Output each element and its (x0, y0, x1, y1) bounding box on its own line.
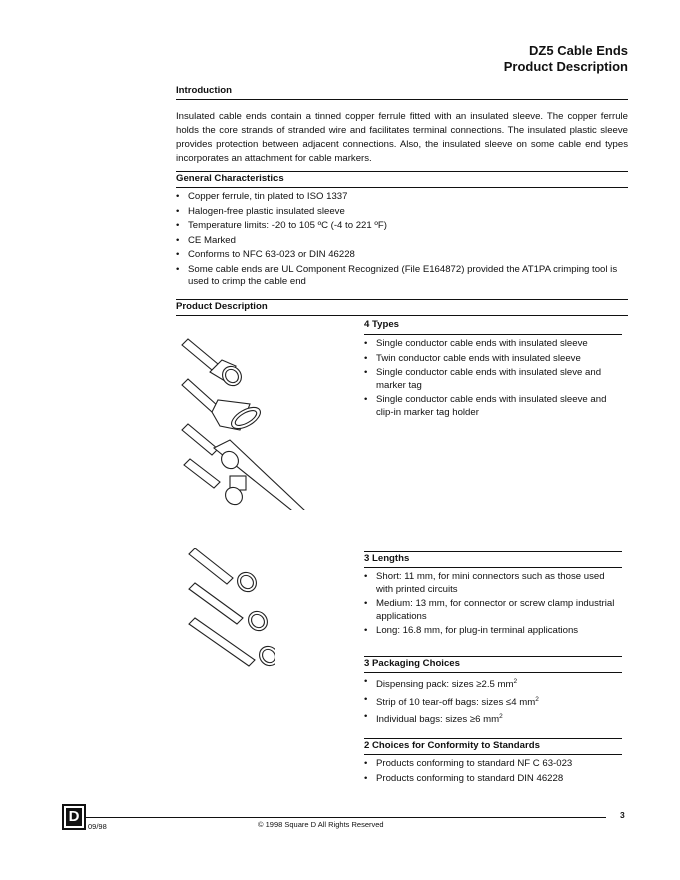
types-heading: 4 Types (364, 319, 400, 330)
list-item: • Copper ferrule, tin plated to ISO 1337 (176, 191, 628, 204)
list-item: • Temperature limits: -20 to 105 ºC (-4 to 221 ºF) (176, 220, 628, 233)
introduction-text: Insulated cable ends contain a tinned copper ferrule fitted with an insulated sleeve. The copper ferrule holds the core strands of stranded wire and facilitates terminal connections. The insulated plastic sleeve provides protection between adjacent connections. Also, the insulated sleeve on some cable end types incorporates an attachment for cable markers. (176, 111, 628, 164)
document-subtitle: Product Description (503, 59, 628, 74)
list-item: • Products conforming to standard DIN 46228 (364, 773, 622, 786)
product-heading: Product Description (176, 301, 268, 312)
divider (176, 187, 628, 188)
lengths-list (364, 571, 622, 640)
conformity-list (364, 758, 622, 787)
list-item: • Single conductor cable ends with insulated sleeve and clip-in marker tag holder (364, 394, 622, 419)
footer-copyright: © 1998 Square D All Rights Reserved (258, 820, 384, 829)
list-item: • Single conductor cable ends with insulated sleeve (364, 338, 622, 351)
footer-date: 09/98 (88, 822, 107, 831)
divider (176, 99, 628, 100)
conformity-heading: 2 Choices for Conformity to Standards (364, 740, 540, 751)
list-item: • Dispensing pack: sizes ≥2.5 $mm^2$ (364, 676, 622, 692)
footer-rule (86, 817, 606, 818)
types-list (364, 338, 622, 421)
superscript: 2 (535, 695, 539, 703)
divider (364, 738, 622, 739)
page-number: 3 (620, 810, 625, 820)
square-d-logo: D (62, 804, 86, 830)
packaging-heading: 3 Packaging Choices (364, 658, 460, 669)
general-list (176, 191, 628, 291)
list-item: • Products conforming to standard NF C 63-023 (364, 758, 622, 771)
list-item: • Short: 11 mm, for mini connectors such as those used with printed circuits (364, 571, 622, 596)
divider (364, 672, 622, 673)
divider (364, 334, 622, 335)
list-item: • Twin conductor cable ends with insulated sleeve (364, 353, 622, 366)
cable-end-lengths-illustration (185, 548, 275, 678)
superscript: 2 (513, 678, 518, 685)
packaging-list (364, 676, 622, 729)
document-title: DZ5 Cable Ends (529, 43, 628, 58)
list-item: • Strip of 10 tear-off bags: sizes ≤4 $mm^2$ (364, 694, 622, 710)
cable-end-types-illustration (170, 330, 310, 510)
divider (364, 656, 622, 657)
list-item: • Individual bags: sizes ≥6 $mm^2$ (364, 711, 622, 727)
introduction-heading: Introduction (176, 85, 232, 96)
list-item: • Long: 16.8 mm, for plug-in terminal applications (364, 625, 622, 638)
divider (176, 315, 628, 316)
divider (176, 171, 628, 172)
list-item: • Medium: 13 mm, for connector or screw clamp industrial applications (364, 598, 622, 623)
list-item: • Single conductor cable ends with insulated sleve and marker tag (364, 367, 622, 392)
list-item: • Halogen-free plastic insulated sleeve (176, 206, 628, 219)
general-heading: General Characteristics (176, 173, 284, 184)
list-item: • Some cable ends are UL Component Recognized (File E164872) provided the AT1PA crimping tool is used to crimp the cable end (176, 264, 628, 289)
divider (364, 551, 622, 552)
list-item: • Conforms to NFC 63-023 or DIN 46228 (176, 249, 628, 262)
divider (364, 567, 622, 568)
list-item: • CE Marked (176, 235, 628, 248)
superscript: 2 (499, 713, 503, 721)
divider (364, 754, 622, 755)
divider (176, 299, 628, 300)
lengths-heading: 3 Lengths (364, 553, 410, 564)
